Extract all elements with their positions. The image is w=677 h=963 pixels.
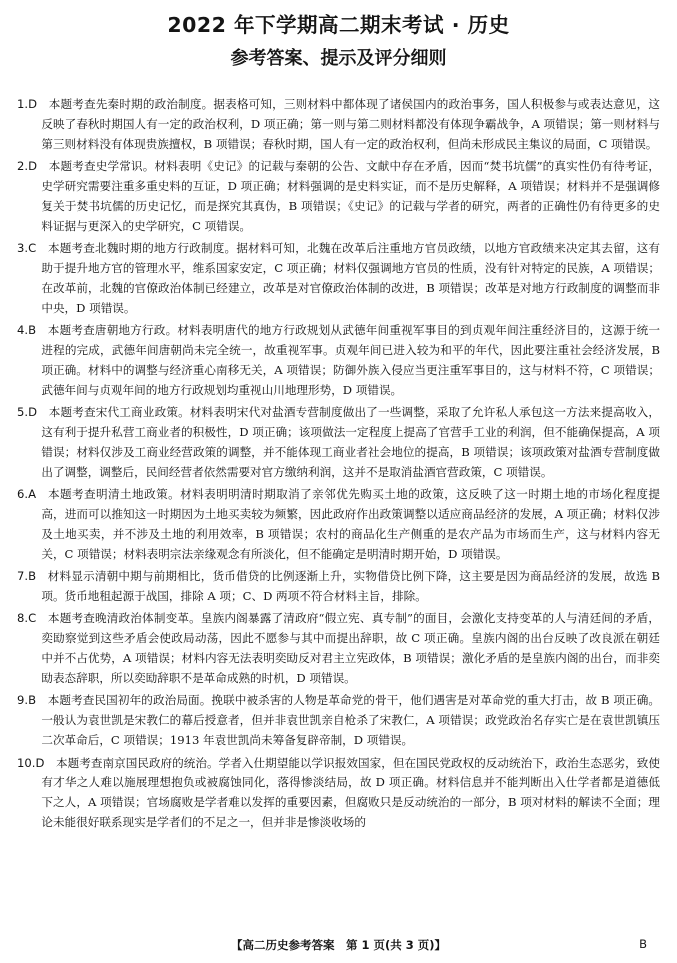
answer-choice: D	[28, 159, 37, 174]
question-number: 7.	[17, 569, 29, 584]
answer-item-8	[17, 609, 660, 689]
question-number: 2.	[17, 159, 29, 174]
answer-item-6	[17, 485, 660, 565]
answer-choice: B	[28, 323, 37, 338]
page-subtitle: 参考答案、提示及评分细则	[230, 48, 447, 69]
question-number: 3.	[17, 241, 29, 256]
question-number: 5.	[17, 405, 29, 420]
answer-choice: B	[28, 569, 37, 584]
answer-choice: A	[28, 487, 36, 502]
page-footer	[0, 937, 677, 953]
explanation-text: 本题考查史学常识。材料表明《史记》的记载与秦朝的公告、文献中存在矛盾，因而“焚书坑儒”的真实性仍有待考证，史学研究需要注重多重史料的互证，D 项正确；材料强调的是史料实证，而不是历史解释，A 项错误；材料并不是强调修复关于焚书坑儒的历史记忆，而是探究其真伪，B 项错误；《史记》的记载与学者的研究，两者的正确性仍有待更多的史料证据与更深入的史学研究，C 项错误。	[41, 159, 660, 233]
answer-item-7	[17, 567, 660, 607]
explanation-text: 本题考查晚清政治体制变革。皇族内阁暴露了清政府“假立宪、真专制”的面目，会激化支持变革的人与清廷间的矛盾，奕劻察觉到这些矛盾会使政局动荡，因此不愿参与其中而提出辞职，故 C 项正确。皇族内阁的出台反映了改良派在朝廷中并不占优势，A 项错误；材料内容无法表明奕劻反对君主立宪政体，B 项错误；激化矛盾的是皇族内阁的出台，而非奕劻表态辞职，所以奕劻辞职不是革命成熟的时机，D 项错误。	[41, 611, 660, 686]
answer-item-5	[17, 403, 660, 483]
explanation-text: 本题考查明清土地政策。材料表明明清时期取消了亲邻优先购买土地的政策，这反映了这一时期土地的市场化程度提高，进而可以推知这一时期因为土地买卖较为频繁，因此政府作出政策调整以适应商品经济的发展，A 项正确；材料仅涉及土地买卖，并不涉及土地的利用效率，B 项错误；农村的商品化生产侧重的是农产品为市场而生产，这与材料内容无关，C 项错误；材料表明宗法亲缘观念有所淡化，但不能确定是明清时期开始，D 项错误。	[41, 487, 660, 561]
footer-page-info: 【高二历史参考答案 第 1 页(共 3 页)】	[230, 938, 447, 952]
answer-item-3	[17, 239, 660, 319]
explanation-text: 本题考查宋代工商业政策。材料表明宋代对盐酒专营制度做出了一些调整，采取了允许私人承包这一方法来提高收入，这有利于提升私营工商业者的积极性，D 项正确；该项做法一定程度上提高了官营手工业的利润，但不能确保提高，A 项错误；材料仅涉及工商业经营政策的调整，并不能体现工商业者社会地位的提高，B 项错误；该项政策对盐酒专营制度做出了调整，调整后，民间经营者依然需要对官方缴纳利润，这并不是取消盐酒官营政策，C 项错误。	[41, 405, 660, 479]
question-number: 9.	[17, 693, 29, 708]
page-title: 2022 年下学期高二期末考试 · 历史	[167, 13, 510, 37]
explanation-text: 本题考查民国初年的政治局面。挽联中被杀害的人物是革命党的骨干，他们遇害是对革命党的重大打击，故 B 项正确。一般认为袁世凯是宋教仁的幕后授意者，但并非袁世凯亲自枪杀了宋教仁，A 项错误；政党政治名存实亡是在袁世凯镇压二次革命后，C 项错误；1913 年袁世凯尚未筹备复辟帝制，D 项错误。	[41, 693, 660, 748]
answer-choice: B	[28, 693, 37, 708]
answer-choice: C	[28, 241, 37, 256]
explanation-text: 本题考查先秦时期的政治制度。据表格可知，三则材料中都体现了诸侯国内的政治事务，国人积极参与或表达意见，这反映了春秋时期国人有一定的政治权利，D 项正确；第一则与第二则材料都没有体现争霸战争，A 项错误；第一则材料与第三则材料没有体现贵族擅权，B 项错误；春秋时期，国人有一定的政治权利，但尚未形成民主集议的局面，C 项错误。	[41, 97, 660, 151]
explanation-text: 材料显示清朝中期与前期相比，货币借贷的比例逐渐上升，实物借贷比例下降，这主要是因为商品经济的发展，故选 B 项。货币地租起源于战国，排除 A 项；C、D 两项不符合材料主旨，排除。	[41, 569, 660, 604]
answer-item-1	[17, 95, 660, 155]
explanation-text: 本题考查南京国民政府的统治。学者入仕期望能以学识报效国家，但在国民党政权的反动统治下，政治生态恶劣，致使有才华之人难以施展理想抱负或被腐蚀同化，落得惨淡结局，故 D 项正确。材料信息并不能判断出入仕学者都是道德低下之人，A 项错误；官场腐败是学者难以发挥的重要因素，但腐败只是反动统治的一部分，B 项对材料的解读不全面；理论未能很好联系现实是学者们的不足之一，但并非是惨淡收场的	[41, 755, 660, 830]
question-number: 8.	[17, 611, 29, 626]
answer-list	[17, 95, 660, 836]
answer-item-4	[17, 321, 660, 401]
answer-item-2	[17, 157, 660, 237]
answer-choice: D	[28, 97, 37, 111]
answer-choice: C	[28, 611, 37, 626]
answer-choice: D	[35, 755, 45, 770]
answer-choice: D	[28, 405, 37, 420]
question-number: 4.	[17, 323, 29, 338]
question-number: 10.	[17, 755, 36, 770]
paper-version-mark: B	[639, 937, 647, 951]
answer-item-10	[17, 754, 660, 834]
question-number: 1.	[17, 97, 29, 111]
answer-item-9	[17, 691, 660, 751]
explanation-text: 本题考查唐朝地方行政。材料表明唐代的地方行政规划从武德年间重视军事目的到贞观年间注重经济目的，这源于统一进程的完成，武德年间唐朝尚未完全统一，故重视军事。贞观年间已进入较为和平的年代，因此要注重社会经济发展，B 项正确。材料中的调整与经济重心南移无关，A 项错误；防御外族入侵应当更注重军事目的，这与材料不符，C 项错误；武德年间与贞观年间的地方行政规划均重视山川地理形势，D 项错误。	[41, 323, 660, 397]
question-number: 6.	[17, 487, 29, 502]
explanation-text: 本题考查北魏时期的地方行政制度。据材料可知，北魏在改革后注重地方官员政绩，以地方官政绩来决定其去留，这有助于提升地方官的管理水平，维系国家安定，C 项正确；材料仅强调地方官员的性质，没有针对特定的民族，A 项错误；在改革前，北魏的官僚政治体制已经建立，改革是对官僚政治体制的改进，B 项错误；改革是对地方行政制度的调整而非中央，D 项错误。	[41, 241, 660, 315]
